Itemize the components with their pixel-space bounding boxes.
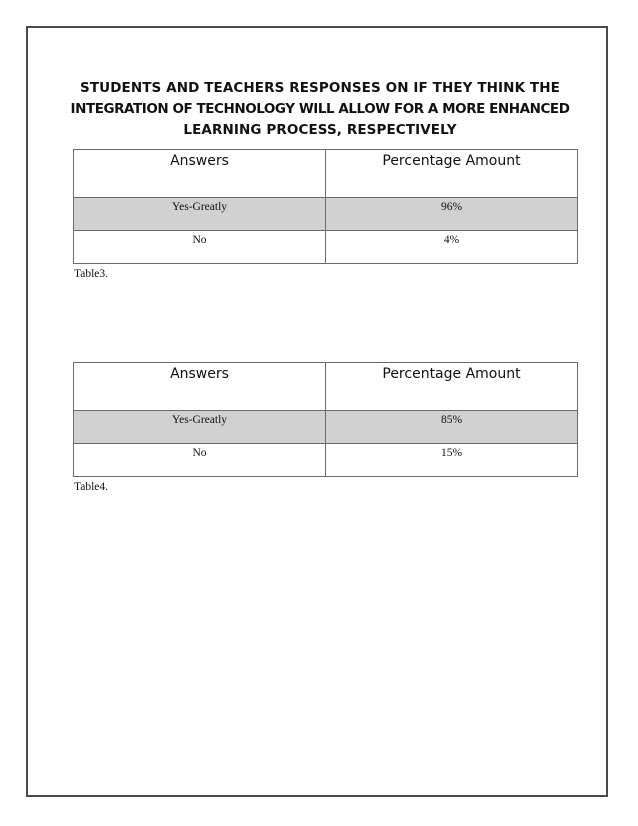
table-header-row [74, 150, 578, 198]
column-header-answers: Answers [74, 150, 326, 198]
answer-cell: Yes-Greatly [74, 198, 326, 231]
table-row [74, 444, 578, 477]
title-line-3: LEARNING PROCESS, RESPECTIVELY [183, 122, 457, 138]
table-caption: Table4. [74, 481, 109, 493]
percentage-cell: 4% [326, 231, 578, 264]
responses-table-3 [73, 149, 578, 264]
answer-cell: Yes-Greatly [74, 411, 326, 444]
column-header-answers: Answers [74, 363, 326, 411]
title-line-1: STUDENTS AND TEACHERS RESPONSES ON IF THEY THINK THE [80, 80, 560, 96]
responses-table-4 [73, 362, 578, 477]
answer-cell: No [74, 444, 326, 477]
column-header-percentage: Percentage Amount [326, 150, 578, 198]
table-row [74, 411, 578, 444]
table-row [74, 198, 578, 231]
answer-cell: No [74, 231, 326, 264]
percentage-cell: 15% [326, 444, 578, 477]
column-header-percentage: Percentage Amount [326, 363, 578, 411]
percentage-cell: 85% [326, 411, 578, 444]
percentage-cell: 96% [326, 198, 578, 231]
table-header-row [74, 363, 578, 411]
title-line-2: INTEGRATION OF TECHNOLOGY WILL ALLOW FOR A MORE ENHANCED [70, 101, 570, 117]
document-title [50, 78, 590, 141]
table-caption: Table3. [74, 268, 109, 280]
table-row [74, 231, 578, 264]
